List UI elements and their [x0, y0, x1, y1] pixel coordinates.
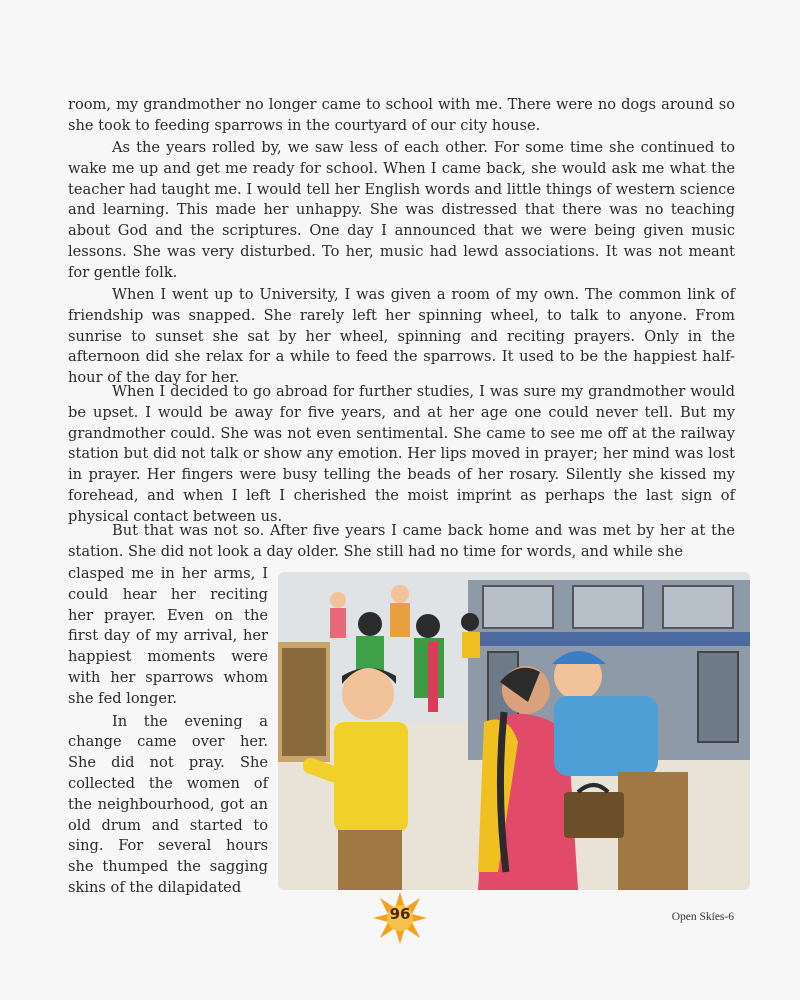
book-title: Open Skies-6	[671, 911, 734, 923]
paragraph-1: room, my grandmother no longer came to school with me. There were no dogs around so she took to feeding sparrows in the courtyard of our city house.	[68, 96, 735, 134]
paragraph-2: As the years rolled by, we saw less of each other. For some time she continued to wake me up and get me ready for school. When I came back, she would ask me what the teacher had taught me. I would tell her English words and little things of western science and learning. This made her unhappy. She was distressed that there was no teaching about God and the scriptures. One day I announced that we were being given music lessons. She was very disturbed. To her, music had lewd associations. It was not meant for gentle folk.	[68, 139, 735, 281]
paragraph-4: When I decided to go abroad for further studies, I was sure my grandmother would be upset. I would be away for five years, and at her age one could never tell. But my grandmother could. She was not even sentimental. She came to see me off at the railway station but did not talk or show any emotion. Her lips moved in prayer; her mind was lost in prayer. Her fingers were busy telling the beads of her rosary. Silently she kissed my forehead, and when I left I cherished the moist imprint as perhaps the last sign of physical contact between us.	[68, 383, 735, 525]
page-number: 96	[389, 905, 411, 923]
paragraph-6: In the evening a change came over her. She did not pray. She collected the women of the neighbourhood, got an old drum and started to sing. For several hours she thumped the sagging skins of the dilapidated	[68, 712, 268, 896]
paragraph-5-continued: clasped me in her arms, I could hear her reciting her prayer. Even on the first day of my arrival, her happiest moments were with her sparrows whom she fed longer.	[68, 565, 268, 707]
paragraph-3: When I went up to University, I was given a room of my own. The common link of friendship was snapped. She rarely left her spinning wheel, to talk to anyone. From sunrise to sunset she sat by her wheel, spinning and reciting prayers. Only in the afternoon did she relax for a while to feed the sparrows. It used to be the happiest half-hour of the day for her.	[68, 286, 735, 387]
page-number-badge	[372, 890, 428, 946]
paragraph-5: But that was not so. After five years I came back home and was met by her at the station. She did not look a day older. She still had no time for words, and while she	[68, 522, 735, 560]
wrapped-text-column	[68, 564, 268, 899]
railway-station-illustration	[278, 572, 750, 890]
